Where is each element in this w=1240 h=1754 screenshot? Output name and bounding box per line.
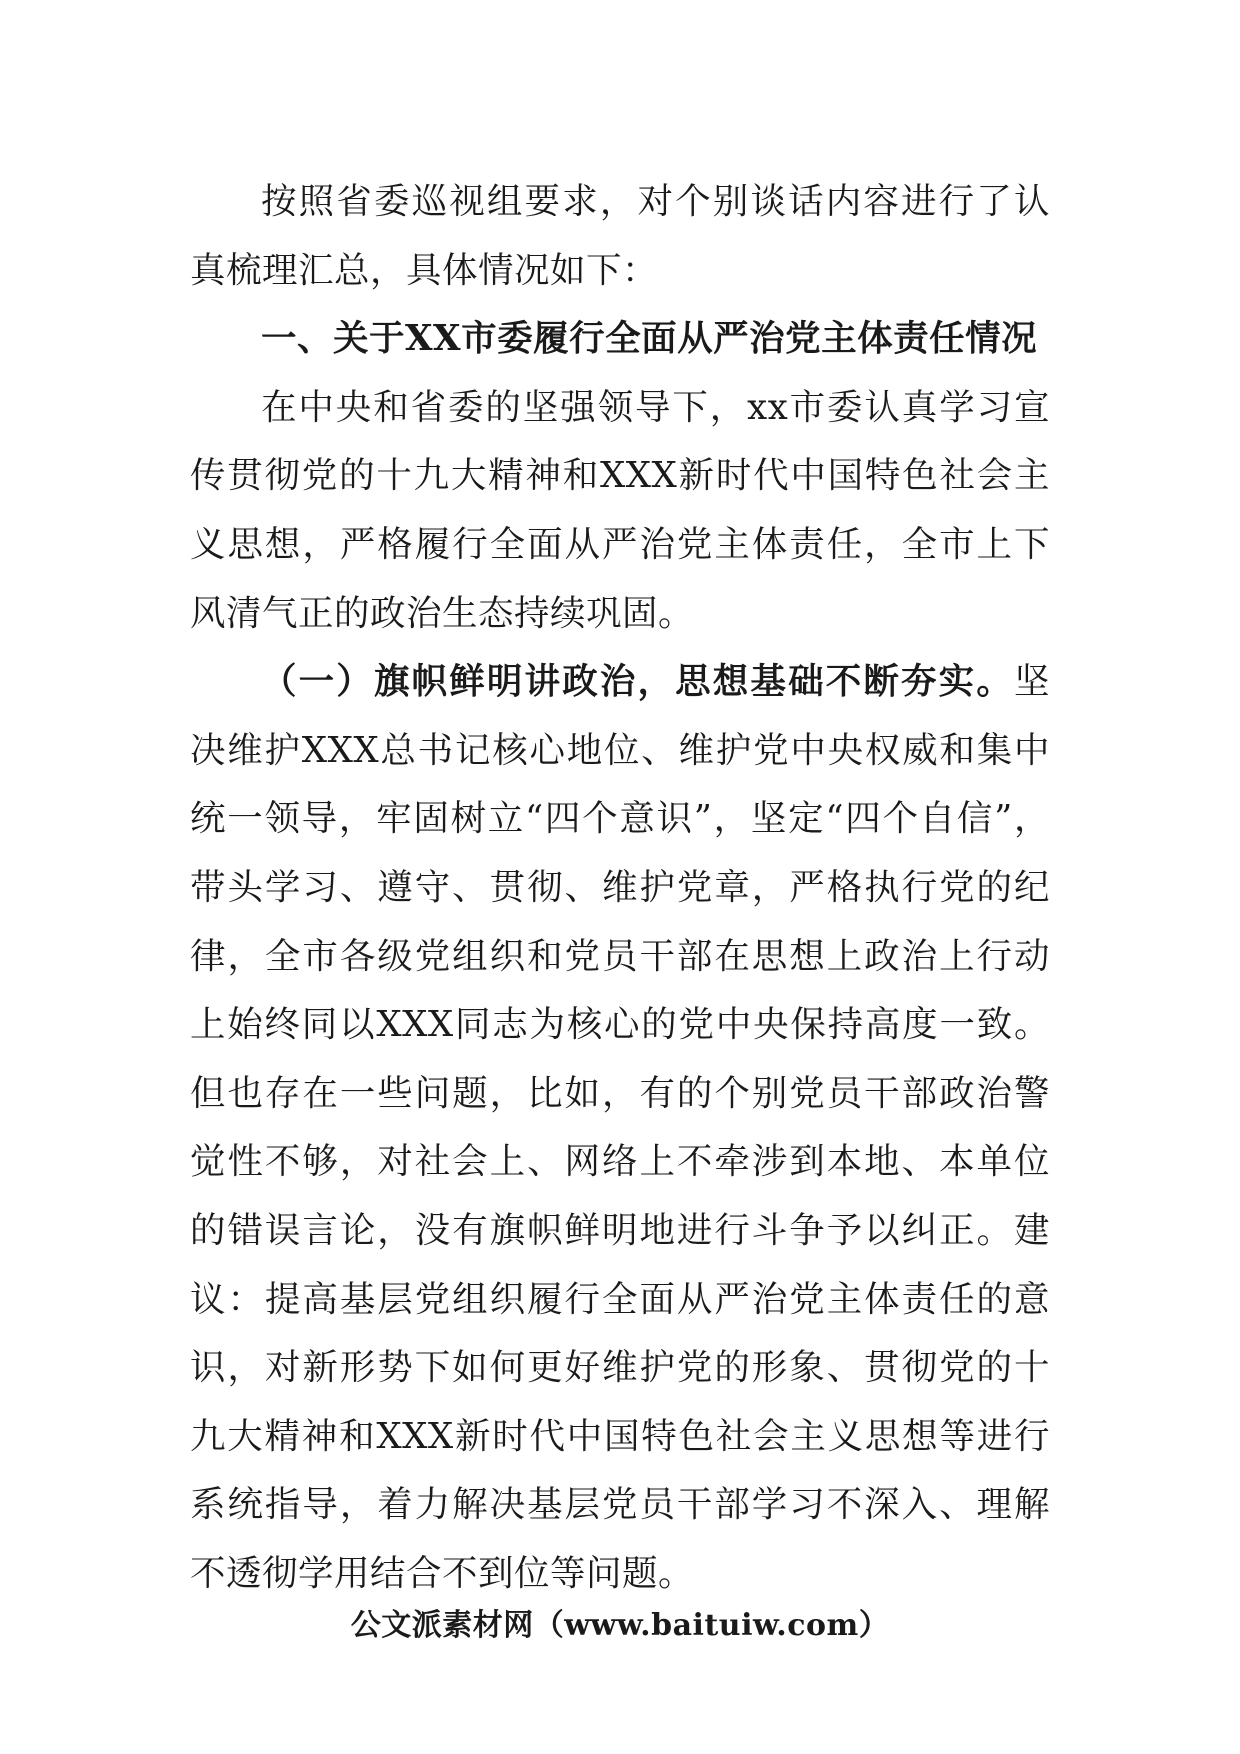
section-paragraph: 在中央和省委的坚强领导下，xx市委认真学习宣传贯彻党的十九大精神和XXX新时代中国特色社会主义思想，严格履行全面从严治党主体责任，全市上下风清气正的政治生态持续巩固。 xyxy=(190,386,1050,634)
subsection-paragraph xyxy=(190,648,1050,1608)
footer-watermark: 公文派素材网（www.baituiw.com） xyxy=(350,1608,890,1643)
intro-paragraph: 按照省委巡视组要求，对个别谈话内容进行了认真梳理汇总，具体情况如下： xyxy=(190,181,1050,291)
subsection-text: 坚决维护XXX总书记核心地位、维护党中央权威和集中统一领导，牢固树立“四个意识”，坚定“四个自信”，带头学习、遵守、贯彻、维护党章，严格执行党的纪律，全市各级党组织和党员干部在思想上政治上行动上始终同以XXX同志为核心的党中央保持高度一致。但也存在一些问题，比如，有的个别党员干部政治警觉性不够，对社会上、网络上不牵涉到本地、本单位的错误言论，没有旗帜鲜明地进行斗争予以纠正。建议：提高基层党组织履行全面从严治党主体责任的意识，对新形势下如何更好维护党的形象、贯彻党的十九大精神和XXX新时代中国特色社会主义思想等进行系统指导，着力解决基层党员干部学习不深入、理解不透彻学用结合不到位等问题。 xyxy=(190,661,1050,1594)
section-heading: 一、关于XX市委履行全面从严治党主体责任情况 xyxy=(261,318,1038,360)
document-body xyxy=(190,168,1050,1608)
subsection-lead: （一）旗帜鲜明讲政治，思想基础不断夯实。 xyxy=(261,661,1014,703)
